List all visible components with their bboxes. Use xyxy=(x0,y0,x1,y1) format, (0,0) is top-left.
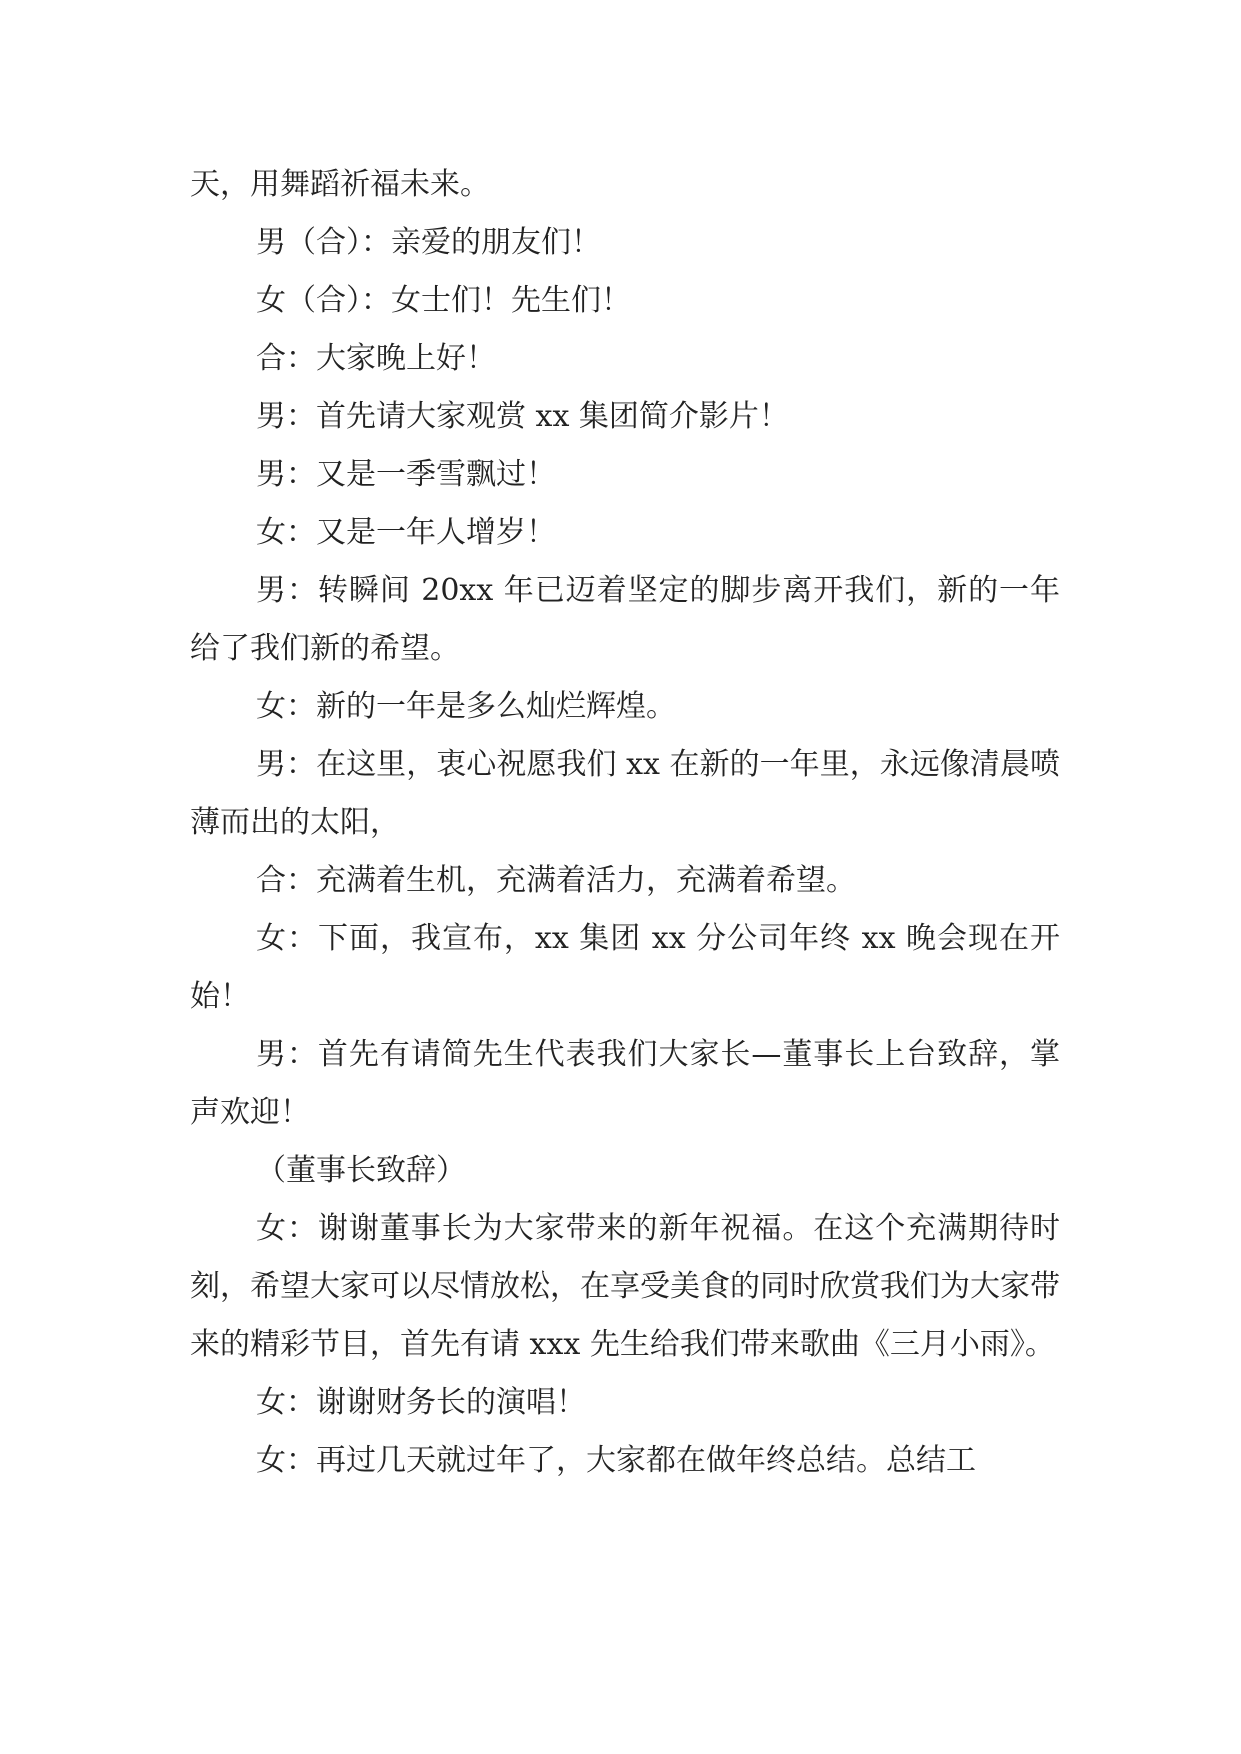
paragraph: 男：在这里，衷心祝愿我们 xx 在新的一年里，永远像清晨喷薄而出的太阳， xyxy=(190,747,1060,840)
paragraph: 男：转瞬间 20xx 年已迈着坚定的脚步离开我们，新的一年给了我们新的希望。 xyxy=(190,573,1060,666)
paragraph: 男：首先有请简先生代表我们大家长—董事长上台致辞，掌声欢迎！ xyxy=(190,1037,1060,1130)
paragraph: 女：又是一年人增岁！ xyxy=(256,515,556,550)
paragraph: 女（合）：女士们！先生们！ xyxy=(256,283,631,318)
paragraph: 男：又是一季雪飘过！ xyxy=(256,457,556,492)
script-text xyxy=(190,156,1060,1490)
paragraph: 女：下面，我宣布，xx 集团 xx 分公司年终 xx 晚会现在开始！ xyxy=(190,921,1060,1014)
paragraph: 合：充满着生机，充满着活力，充满着希望。 xyxy=(256,863,856,898)
paragraph: 天，用舞蹈祈福未来。 xyxy=(190,167,490,202)
paragraph: 男（合）：亲爱的朋友们！ xyxy=(256,225,601,260)
paragraph: 男：首先请大家观赏 xx 集团简介影片！ xyxy=(256,399,789,434)
paragraph: 女：新的一年是多么灿烂辉煌。 xyxy=(256,689,676,724)
paragraph: 女：谢谢董事长为大家带来的新年祝福。在这个充满期待时刻，希望大家可以尽情放松，在享受美食的同时欣赏我们为大家带来的精彩节目，首先有请 xxx 先生给我们带来歌曲《三月小雨》。 xyxy=(190,1211,1060,1362)
paragraph: 女：再过几天就过年了，大家都在做年终总结。总结工 xyxy=(256,1443,976,1478)
paragraph: 女：谢谢财务长的演唱！ xyxy=(256,1385,586,1420)
paragraph: 合：大家晚上好！ xyxy=(256,341,496,376)
stage-direction: （董事长致辞） xyxy=(256,1153,466,1188)
